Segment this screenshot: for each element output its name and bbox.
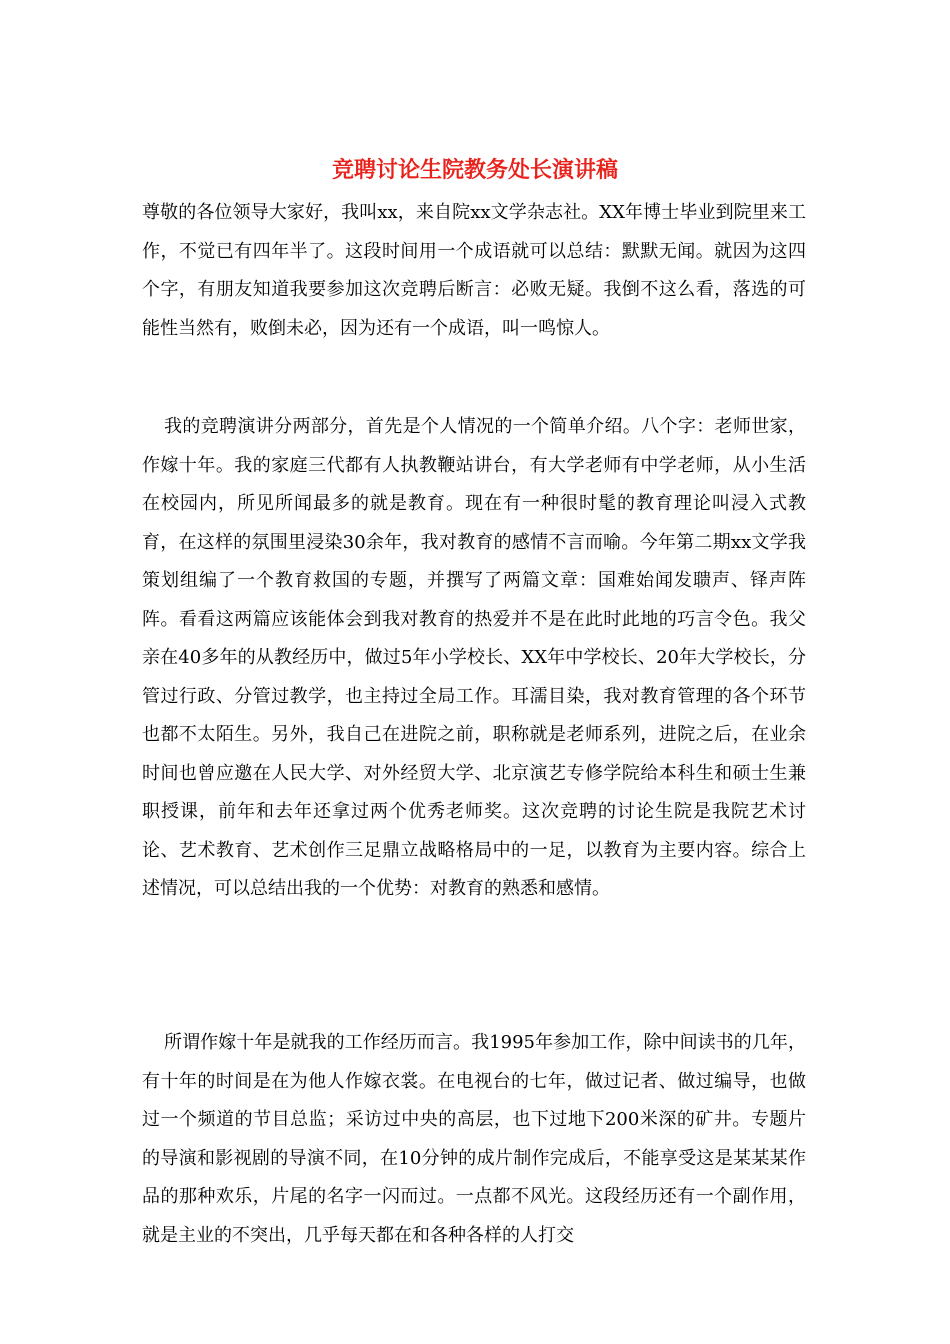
paragraph-background: 我的竞聘演讲分两部分，首先是个人情况的一个简单介绍。八个字：老师世家，作嫁十年。我的家庭三代都有人执教鞭站讲台，有大学老师有中学老师，从小生活在校园内，所见所闻最多的就是教育。现在有一种很时髦的教育理论叫浸入式教育，在这样的氛围里浸染30余年，我对教育的感情不言而喻。今年第二期xx文学我策划组编了一个教育救国的专题，并撰写了两篇文章：国难始闻发聩声、铎声阵阵。看看这两篇应该能体会到我对教育的热爱并不是在此时此地的巧言令色。我父亲在40多年的从教经历中，做过5年小学校长、XX年中学校长、20年大学校长，分管过行政、分管过教学，也主持过全局工作。耳濡目染，我对教育管理的各个环节也都不太陌生。另外，我自己在进院之前，职称就是老师系列，进院之后，在业余时间也曾应邀在人民大学、对外经贸大学、北京演艺专修学院给本科生和硕士生兼职授课，前年和去年还拿过两个优秀老师奖。这次竞聘的讨论生院是我院艺术讨论、艺术教育、艺术创作三足鼎立战略格局中的一足，以教育为主要内容。综合上述情况，可以总结出我的一个优势：对教育的熟悉和感情。	[142, 416, 806, 899]
paragraph-work-experience: 所谓作嫁十年是就我的工作经历而言。我1995年参加工作，除中间读书的几年，有十年的时间是在为他人作嫁衣裳。在电视台的七年，做过记者、做过编导，也做过一个频道的节目总监；采访过中央的高层，也下过地下200米深的矿井。专题片的导演和影视剧的导演不同，在10分钟的成片制作完成后，不能享受这是某某某作品的那种欢乐，片尾的名字一闪而过。一点都不风光。这段经历还有一个副作用，就是主业的不突出，几乎每天都在和各种各样的人打交	[142, 1032, 806, 1246]
document-title: 竞聘讨论生院教务处长演讲稿	[331, 157, 618, 183]
paragraph-greeting: 尊敬的各位领导大家好，我叫xx，来自院xx文学杂志社。XX年博士毕业到院里来工作，不觉已有四年半了。这段时间用一个成语就可以总结：默默无闻。就因为这四个字，有朋友知道我要参加这次竞聘后断言：必败无疑。我倒不这么看，落选的可能性当然有，败倒未必，因为还有一个成语，叫一鸣惊人。	[142, 202, 806, 339]
